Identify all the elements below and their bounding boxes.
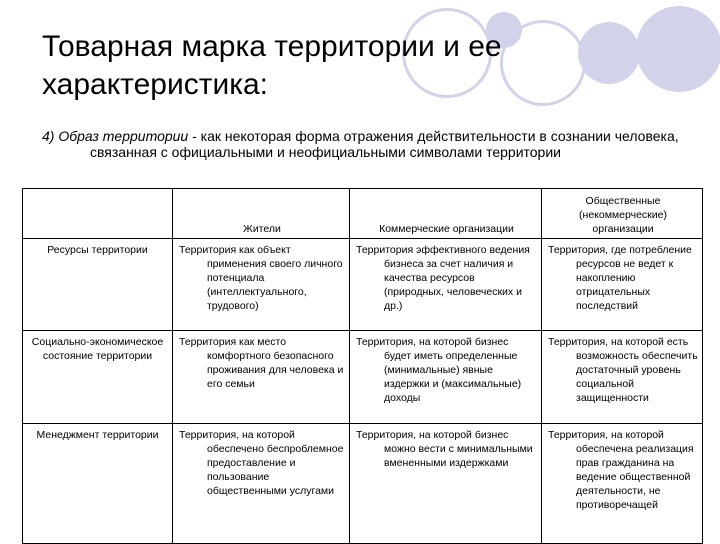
table-row bbox=[23, 331, 703, 424]
header-nonprofit: Общественные (некоммерческие) организации bbox=[542, 189, 703, 239]
subtitle-text: - как некоторая форма отражения действительности в сознании человека, связанная с официальными и неофициальными символами территории bbox=[90, 128, 679, 160]
table-cell: Территория как место комфортного безопасного проживания для человека и его семьи bbox=[173, 331, 350, 424]
table-cell: Территория, где потребление ресурсов не ведет к накоплению отрицательных последствий bbox=[542, 239, 703, 331]
table-cell: Территория эффективного ведения бизнеса за счет наличия и качества ресурсов (природных, человеческих и др.) bbox=[350, 239, 542, 331]
table-cell: Территория, на которой обеспечено беспроблемное предоставление и пользование общественными услугами bbox=[173, 424, 350, 544]
subtitle-lead: 4) Образ территории bbox=[42, 128, 189, 144]
decor-circle-3 bbox=[636, 6, 720, 92]
table-cell: Территория как объект применения своего личного потенциала (интеллектуального, трудового) bbox=[173, 239, 350, 331]
table-header-row bbox=[23, 189, 703, 239]
header-empty bbox=[23, 189, 173, 239]
table-row bbox=[23, 239, 703, 331]
characteristics-table bbox=[22, 188, 703, 544]
header-commercial: Коммерческие организации bbox=[350, 189, 542, 239]
table-cell: Территория, на которой бизнес будет иметь определенные (минимальные) явные издержки и (максимальные) доходы bbox=[350, 331, 542, 424]
slide-title: Товарная марка территории и ее характеристика: bbox=[42, 30, 502, 101]
row-label: Ресурсы территории bbox=[23, 239, 173, 331]
table-cell: Территория, на которой есть возможность обеспечить достаточный уровень социальной защищенности bbox=[542, 331, 703, 424]
table-row bbox=[23, 424, 703, 544]
row-label: Менеджмент территории bbox=[23, 424, 173, 544]
row-label: Социально-экономическое состояние территории bbox=[23, 331, 173, 424]
header-residents: Жители bbox=[173, 189, 350, 239]
table-cell: Территория, на которой бизнес можно вести с минимальными вмененными издержками bbox=[350, 424, 542, 544]
table-cell: Территория, на которой обеспечена реализация прав гражданина на ведение общественной деятельности, не противоречащей bbox=[542, 424, 703, 544]
slide-subtitle bbox=[42, 128, 710, 160]
